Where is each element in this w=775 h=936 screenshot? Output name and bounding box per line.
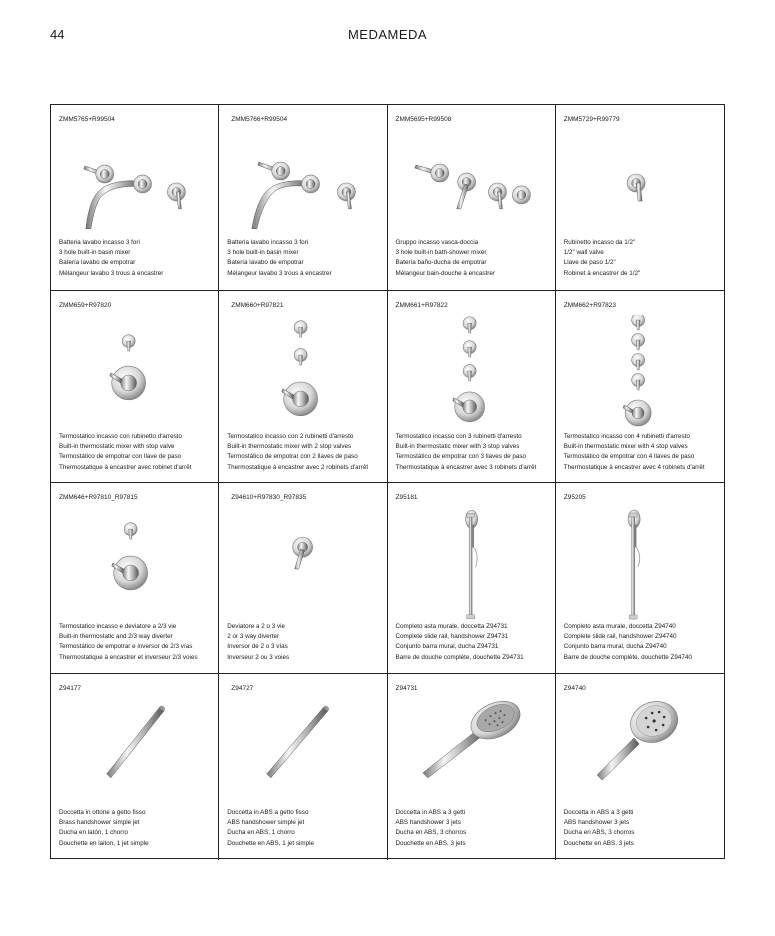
product-cell [219,483,387,674]
product-code: ZMM5695+R99508 [395,116,452,123]
brand-title: MEDAMEDA [347,27,428,42]
product-description: Termostatico incasso con 3 rubinetti d'arresto Built-in thermostatic mixer with 3 stop valves Termostático de empotrar con 3 llaves de paso Thermostatique à encastrer avec 3 robinets d'arrêt [395,433,537,471]
basin-mixer-3hole-icon [51,129,218,235]
product-code: ZMM662+R97823 [563,302,616,309]
thermostatic-4-valves-icon [556,315,724,430]
product-description: Completo asta murale, doccetta Z94731 Complete slide rail, handshower Z94731 Conjunto barra mural, ducha Z94731 Barre de douche complète, douchette Z94731 [395,623,524,661]
product-cell [51,483,219,674]
product-cell [556,674,724,860]
product-code: ZMM646+R97810_R97815 [59,494,138,501]
bath-shower-mixer-icon [388,129,555,235]
product-description: Doccetta in ottone a getto fisso Brass handshower simple jet Ducha en latón, 1 chorro Douchette en laiton, 1 jet simple [59,809,149,847]
product-description: Doccetta in ABS a getto fisso ABS handshower simple jet Ducha en ABS, 1 chorro Douchette en ABS, 1 jet simple [227,809,315,847]
product-description: Rubinetto incasso da 1/2" 1/2" wall valve Llave de paso 1/2" Robinet à encastrer de 1/2" [563,239,641,277]
slide-rail-icon [556,507,724,621]
product-code: ZMM5766+R99504 [231,116,288,123]
thermostatic-1-valve-icon [51,315,218,430]
product-cell [556,483,724,674]
product-cell [388,105,556,291]
product-description: Termostatico incasso con 4 rubinetti d'arresto Built-in thermostatic mixer with 4 stop valves Termostático de empotrar con 4 llaves de paso Thermostatique à encastrer avec 4 robinets d'arrêt [563,433,705,471]
product-cell [219,674,387,860]
product-code: ZMM661+R97822 [395,302,448,309]
product-cell [556,105,724,291]
product-cell [219,291,387,483]
product-description: Termostatico incasso e deviatore a 2/3 vie Built-in thermostatic and 2/3 way diverter Termostático de empotrar e inversor de 2/3 vías Thermostatique à encastrer et inverseur 2/3 voies [59,623,198,661]
product-cell [388,674,556,860]
product-cell [219,105,387,291]
thermostatic-2-valves-icon [219,315,386,430]
product-code: Z94727 [231,685,254,692]
product-cell [556,291,724,483]
product-code: ZMM5765+R99504 [59,116,115,123]
product-code: Z94740 [563,685,586,692]
product-description: Batteria lavabo incasso 3 fori 3 hole built-in basin mixer Batería lavabo de empotrar Mélangeur lavabo 3 trous à encastrer [227,239,332,277]
product-cell [51,105,219,291]
product-code: Z95181 [395,494,418,501]
stick-handshower-icon [219,698,386,804]
round-handshower-icon [556,698,724,804]
product-cell [51,291,219,483]
product-cell [388,291,556,483]
product-description: Doccetta in ABS a 3 getti ABS handshower 3 jets Ducha en ABS, 3 chorros Douchette en ABS, 3 jets [395,809,467,847]
product-cell [51,674,219,860]
thermostatic-diverter-icon [51,507,218,621]
thermostatic-3-valves-icon [388,315,555,430]
product-code: ZMM660+R97821 [231,302,284,309]
basin-mixer-3hole-long-icon [219,129,386,235]
product-code: Z94731 [395,685,418,692]
stick-handshower-icon [51,698,218,804]
product-description: Doccetta in ABS a 3 getti ABS handshower 3 jets Ducha en ABS, 3 chorros Douchette en ABS, 3 jets [563,809,635,847]
round-handshower-icon [388,698,555,804]
product-code: Z95205 [563,494,586,501]
diverter-icon [219,507,386,621]
product-description: Termostatico incasso con rubinetto d'arresto Built-in thermostatic mixer with stop valve Termostático de empotrar con llave de paso Thermostatique à encastrer avec robinet d'arrêt [59,433,192,471]
product-cell [388,483,556,674]
product-description: Termostatico incasso con 2 rubinetti d'arresto Built-in thermostatic mixer with 2 stop valves Termostático de empotrar con 2 llaves de paso Thermostatique à encastrer avec 2 robinets d'arrêt [227,433,369,471]
product-description: Deviatore a 2 o 3 vie 2 or 3 way diverter Inversor de 2 o 3 vías Inverseur 2 ou 3 voies [227,623,290,661]
product-code: Z94610+R97830_R97835 [231,494,307,501]
page-number: 44 [50,27,65,42]
product-grid [50,104,725,859]
wall-valve-icon [556,129,724,235]
product-description: Completo asta murale, doccetta Z94740 Complete slide rail, handshower Z94740 Conjunto barra mural, ducha Z94740 Barre de douche complète, douchette Z94740 [563,623,692,661]
product-description: Batteria lavabo incasso 3 fori 3 hole built-in basin mixer Batería lavabo de empotrar Mélangeur lavabo 3 trous à encastrer [59,239,164,277]
product-description: Gruppo incasso vasca-doccia 3 hole built-in bath-shower mixer Batería baño-ducha de empotrar Mélangeur bain-douche à encastrer [395,239,495,277]
product-code: ZMM5729+R99779 [563,116,620,123]
slide-rail-icon [388,507,555,621]
product-code: ZMM659+R97820 [59,302,112,309]
product-code: Z94177 [59,685,82,692]
